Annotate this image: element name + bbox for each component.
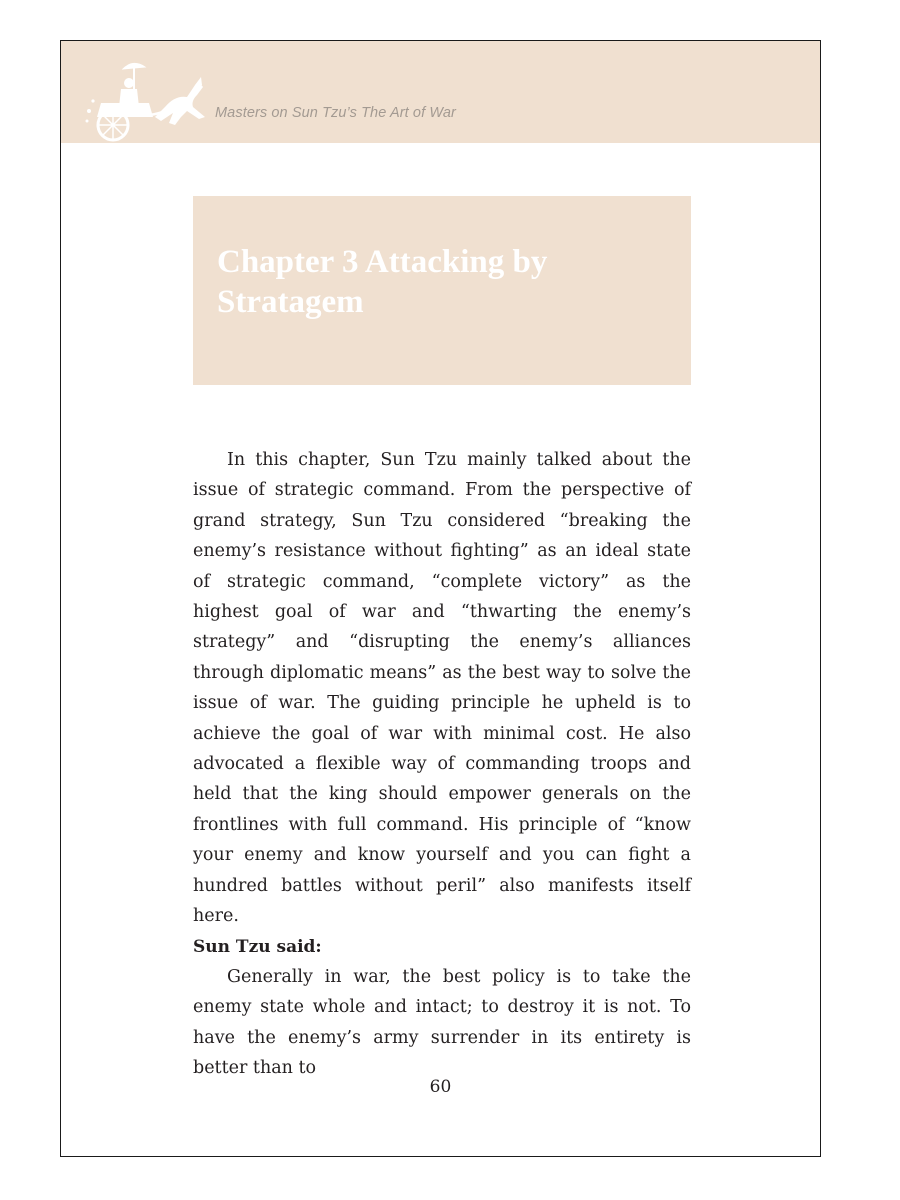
header-band	[61, 41, 820, 143]
book-page	[60, 40, 821, 1157]
chariot-icon	[83, 55, 213, 145]
intro-paragraph: In this chapter, Sun Tzu mainly talked about the issue of strategic command. From the perspective of grand strategy, Sun Tzu considered “breaking the enemy’s resistance without fighting” as an ideal state of strategic command, “complete victory” as the highest goal of war and “thwarting the enemy’s strategy” and “disrupting the enemy’s alliances through diplomatic means” as the best way to solve the issue of war. The guiding principle he upheld is to achieve the goal of war with minimal cost. He also advocated a flexible way of commanding troops and held that the king should empower generals on the frontlines with full command. His principle of “know your enemy and know yourself and you can fight a hundred battles without peril” also manifests itself here.	[193, 450, 691, 927]
body-text	[193, 445, 691, 1084]
chapter-title: Chapter 3 Attacking by Stratagem	[217, 244, 548, 320]
page-number: 60	[429, 1077, 452, 1097]
quote-paragraph: Generally in war, the best policy is to take the enemy state whole and intact; to destroy it is not. To have the enemy’s army surrender in its entirety is better than to	[193, 966, 691, 1079]
section-heading: Sun Tzu said:	[193, 936, 322, 957]
running-title: Masters on Sun Tzu’s The Art of War	[215, 105, 456, 121]
chapter-title-box	[193, 196, 691, 385]
